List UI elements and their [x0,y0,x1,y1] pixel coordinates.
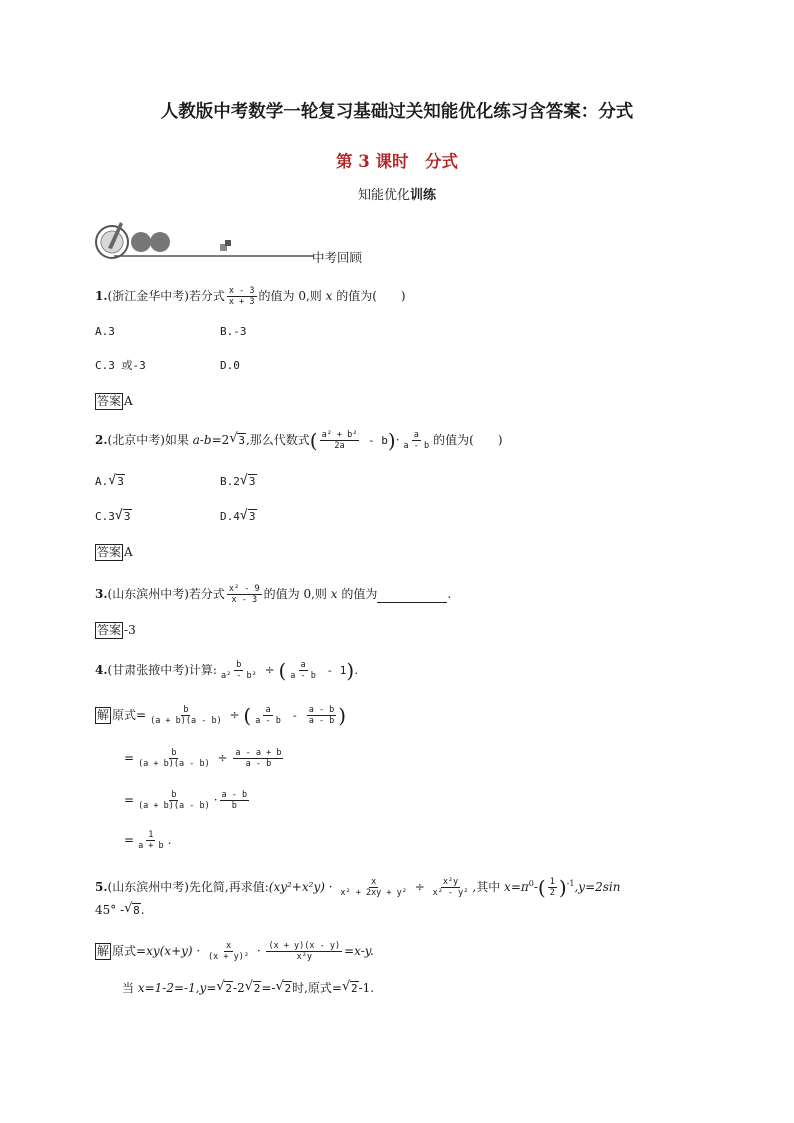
question-5: 5.(山东滨州中考)先化简,再求值:(xy²+x²y) · $\frac{x}{\text{x² + 2xy + y²}}$ ÷ $\frac{\text{x²y}}{\text{x² - y²}}$ ,其中 $x=\pi^0-$( $\frac{1}{2}$ )$^{-1}$,y=2sin [95,875,621,900]
fraction: $\frac{x}{\text{x² + 2xy + y²}}$ [340,877,407,898]
q4-solution-1: 解 原式= $\frac{b}{(a + b)(a - b)}$ ÷ ( $\frac{a}{a - b}$ - $\frac{a - b}{a - b}$ ) [97,703,347,728]
fraction: $\frac{b}{\text{a² - b²}}$ [220,660,257,681]
page-title: 人教版中考数学一轮复习基础过关知能优化练习含答案：分式 [160,102,634,122]
q2-option-b: B.2√ 3 [220,474,257,490]
fraction: $\frac{\text{a² + b²}}{2a}$ [321,430,358,451]
fraction: $\frac{x}{\text{(x + y)²}}$ [208,941,249,962]
q4-solution-4: = $\frac{1}{a + b}$ . [124,830,172,851]
fraction: $\frac{x - 3}{x + 3}$ [228,286,255,307]
section-banner [94,218,394,268]
q1-option-c: C.3 或-3 [95,359,146,372]
question-2: 2.(北京中考)如果 a-b=2√ 3,那么代数式( $\frac{\text{a² + b²}}{2a}$ - b)· $\frac{a}{a - b}$ 的值为( ) [95,430,503,451]
fraction: $\frac{\text{x²y}}{\text{x² - y²}}$ [432,877,469,898]
q2-option-d: D.4√ 3 [220,509,257,525]
section-subhead: 知能优化训练 [357,188,437,203]
question-5-line-2: 45° -√ 8. [95,902,145,919]
fraction: $\frac{\text{x² - 9}}{x - 3}$ [228,584,260,605]
q1-option-b: B.-3 [220,325,247,338]
q3-answer: 答案 -3 [97,623,136,637]
fraction: $\frac{a}{a - b}$ [255,705,281,726]
q4-solution-3: = $\frac{b}{(a + b)(a - b)}$ · $\frac{a - b}{b}$ [124,790,248,811]
lesson-title: 第 3 课时 分式 [336,152,458,171]
question-1: 1.(浙江金华中考)若分式 $\frac{x - 3}{x + 3}$ 的值为 0,则 x 的值为( ) [95,286,406,307]
q1-answer: 答案 A [97,394,133,408]
banner-label: 中考回顾 [312,250,363,265]
fraction: $\frac{(x + y)(x - y)}{\text{x²y}}$ [268,941,341,962]
brush-logo-icon [94,218,414,268]
fraction: $\frac{a - a + b}{a - b}$ [235,748,282,769]
fraction: $\frac{a}{a - b}$ [403,430,430,451]
q1-option-d: D.0 [220,359,240,372]
q4-solution-2: = $\frac{b}{(a + b)(a - b)}$ ÷ $\frac{a - a + b}{a - b}$ [124,748,282,769]
fraction: $\frac{b}{(a + b)(a - b)}$ [138,748,210,769]
question-4: 4.(甘肃张掖中考)计算: $\frac{b}{\text{a² - b²}}$ ÷ ( $\frac{a}{a - b}$ - 1). [95,658,359,683]
q5-solution-2: 当 x=1-2=-1,y=√ 2-2√ 2=-√ 2时,原式=√ 2-1. [122,980,374,997]
q5-solution-1: 解 原式=xy(x+y) · $\frac{x}{\text{(x + y)²}}$ · $\frac{(x + y)(x - y)}{\text{x²y}}$ =x-y. [97,941,374,962]
fraction: $\frac{a}{a - b}$ [290,660,316,681]
fraction: $\frac{a - b}{b}$ [221,790,248,811]
fraction: $\frac{1}{2}$ [549,877,555,898]
question-3: 3.(山东滨州中考)若分式 $\frac{\text{x² - 9}}{x - 3}$ 的值为 0,则 x 的值为 . [95,584,452,605]
q1-option-a: A.3 [95,325,115,338]
q2-option-c: C.3√ 3 [95,509,132,525]
answer-blank [377,586,447,603]
fraction: $\frac{b}{(a + b)(a - b)}$ [150,705,222,726]
fraction: $\frac{1}{a + b}$ [138,830,164,851]
q2-answer: 答案 A [97,545,133,559]
q2-option-a: A.√ 3 [95,474,125,490]
fraction: $\frac{b}{(a + b)(a - b)}$ [138,790,210,811]
fraction: $\frac{a - b}{a - b}$ [308,705,335,726]
